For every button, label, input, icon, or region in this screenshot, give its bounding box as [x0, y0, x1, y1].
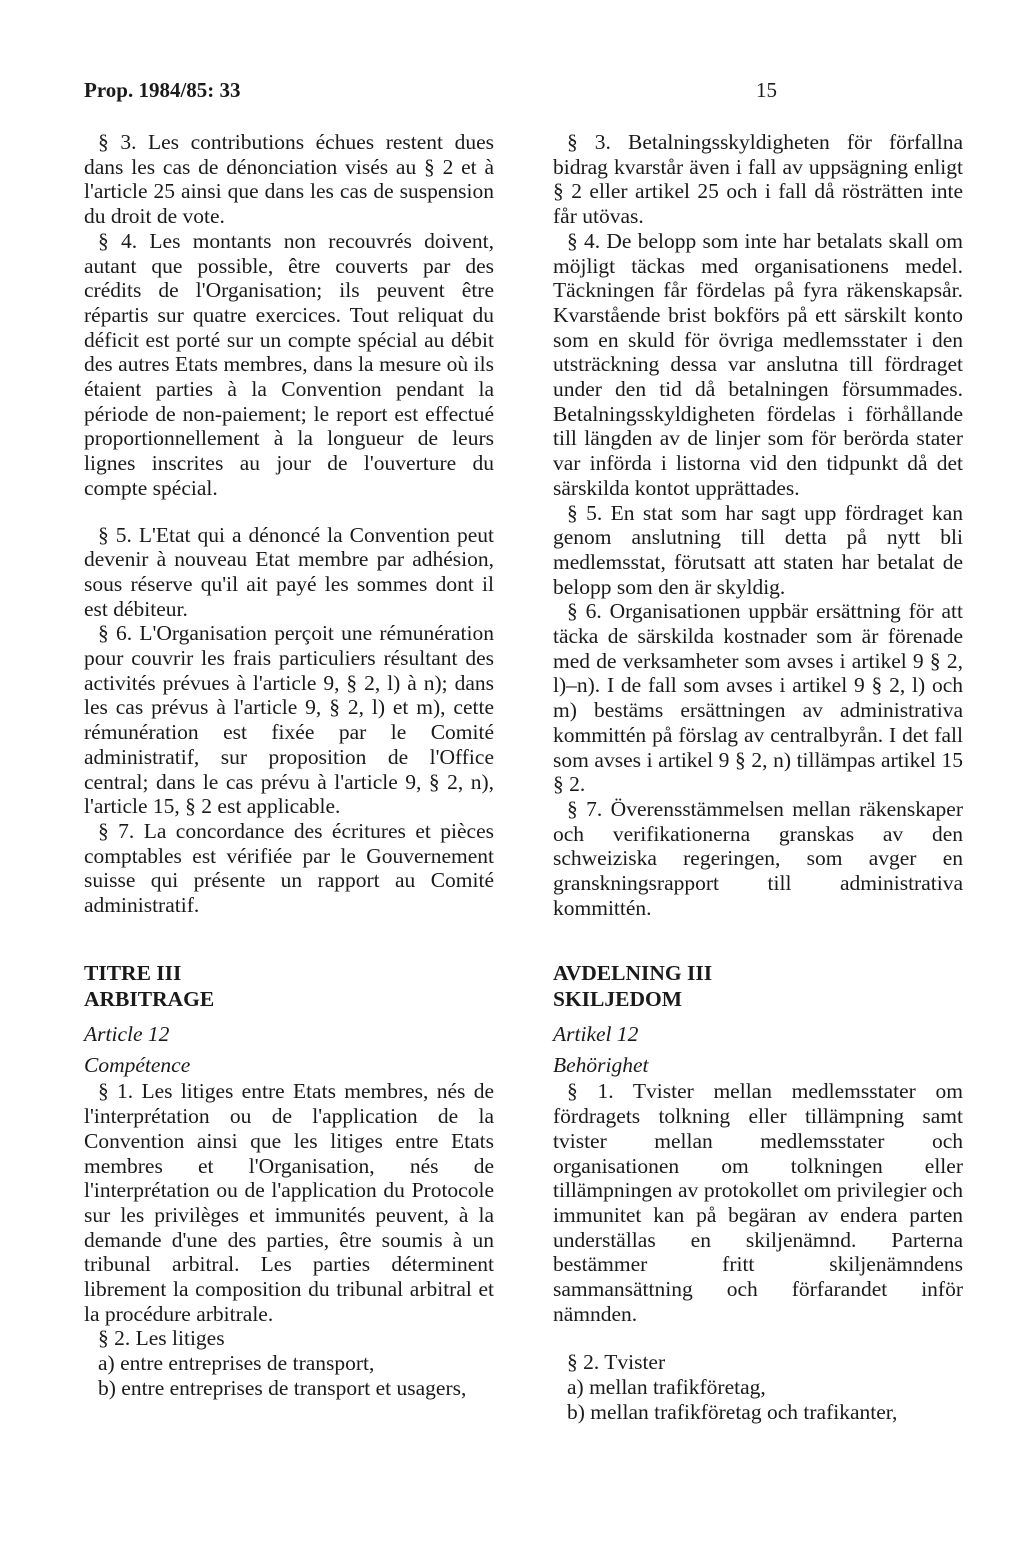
fr-article-paragraph-1: § 1. Les litiges entre Etats membres, nés de l'interprétation ou de l'application de la Convention ainsi que les litiges entre Etats membres et l'Organisation, nés de l'interprétation ou de l'application du Protocole sur les privilèges et immunités peuvent, à la demande d'une des parties, être soumis à un tribunal arbitral. Les parties déterminent librement la composition du tribunal arbitral et la procédure arbitrale.: [84, 1079, 494, 1326]
swedish-column: [553, 130, 963, 921]
fr-paragraph-5: § 5. L'Etat qui a dénoncé la Convention peut devenir à nouveau Etat membre par adhésion, sous réserve qu'il ait payé les sommes dont il est débiteur.: [84, 522, 494, 621]
fr-article-paragraph-2: § 2. Les litiges: [98, 1326, 225, 1351]
sv-title-name: SKILJEDOM: [553, 987, 683, 1011]
fr-article-number: Article 12: [84, 1022, 170, 1046]
swedish-title-block: [553, 960, 963, 1425]
page-number: 15: [756, 78, 777, 102]
sv-article-paragraph-2: § 2. Tvister: [567, 1350, 666, 1375]
fr-paragraph-7: § 7. La concordance des écritures et pièces comptables est vérifiée par le Gouvernement suisse qui présente un rapport au Comité administratif.: [84, 818, 494, 918]
french-title-block: [84, 960, 494, 1401]
sv-article-subject: Behörighet: [553, 1052, 649, 1077]
sv-article-paragraph-1: § 1. Tvister mellan medlemsstater om fördragets tolkning eller tillämpning samt tvister mellan medlemsstater och organisationen om tolkningen eller tillämpningen av protokollet om privilegier och immunitet kan på begäran av endera parten underställas en skiljenämnd. Parterna bestämmer fritt skiljenämndens sammansättning och förfarandet inför nämnden.: [553, 1079, 963, 1326]
sv-paragraph-7: § 7. Överensstämmelsen mellan räkenskaper och verifikationerna granskas av den schweiziska regeringen, som avger en granskningsrapport till administrativa kommittén.: [553, 796, 963, 920]
document-reference: Prop. 1984/85: 33: [84, 78, 241, 102]
fr-paragraph-4: § 4. Les montants non recouvrés doivent, autant que possible, être couverts par des crédits de l'Organisation; ils peuvent être répartis sur quatre exercices. Tout reliquat du déficit est porté sur un compte spécial au débit des autres Etats membres, dans la mesure où ils étaient parties à la Convention pendant la période de non-paiement; le report est effectué proportionnellement à la longueur de leurs lignes inscrites au jour de l'ouverture du compte spécial.: [84, 228, 494, 500]
sv-item-b: b) mellan trafikföretag och trafikanter,: [567, 1399, 898, 1424]
sv-paragraph-6: § 6. Organisationen uppbär ersättning för att täcka de särskilda kostnader som är förenade med de verksamheter som avses i artikel 9 § 2, l)–n). I de fall som avses i artikel 9 § 2, l) och m) bestäms ersättningen av administrativa kommittén på förslag av centralbyrån. I det fall som avses i artikel 9 § 2, n) tillämpas artikel 15 § 2.: [553, 599, 963, 797]
sv-title-number: AVDELNING III: [553, 961, 713, 985]
sv-item-a: a) mellan trafikföretag,: [567, 1375, 766, 1400]
sv-article-number: Artikel 12: [553, 1022, 639, 1046]
fr-item-a: a) entre entreprises de transport,: [98, 1351, 375, 1376]
sv-paragraph-3: § 3. Betalningsskyldigheten för förfallna bidrag kvarstår även i fall av uppsägning enligt § 2 eller artikel 25 och i fall då rösträtten inte får utövas.: [553, 130, 963, 229]
french-column: [84, 130, 494, 918]
sv-paragraph-5: § 5. En stat som har sagt upp fördraget kan genom anslutning till detta på nytt bli medlemsstat, förutsatt att staten har betalat de belopp som den är skyldig.: [553, 500, 963, 599]
fr-title-number: TITRE III: [84, 961, 182, 985]
fr-title-name: ARBITRAGE: [84, 987, 215, 1011]
fr-paragraph-3: § 3. Les contributions échues restent dues dans les cas de dénonciation visés au § 2 et à l'article 25 ainsi que dans les cas de suspension du droit de vote.: [84, 130, 494, 229]
fr-item-b: b) entre entreprises de transport et usagers,: [98, 1375, 467, 1400]
fr-article-subject: Compétence: [84, 1052, 191, 1077]
sv-paragraph-4: § 4. De belopp som inte har betalats skall om möjligt täckas med organisationens medel. Täckningen får fördelas på fyra räkenskapsår. Kvarstående brist bokförs på ett särskilt konto som en skuld för övriga medlemsstater i den utsträckning dessa var anslutna till fördraget under den tid då betalningen försummades. Betalningsskyldigheten fördelas i förhållande till längden av de linjer som för berörda stater var införda i listorna vid den tidpunkt då det särskilda kontot upprättades.: [553, 228, 963, 500]
fr-paragraph-6: § 6. L'Organisation perçoit une rémunération pour couvrir les frais particuliers résultant des activités prévues à l'article 9, § 2, l) à n); dans les cas prévus à l'article 9, § 2, l) et m), cette rémunération est fixée par le Comité administratif, sur proposition de l'Office central; dans le cas prévu à l'article 9, § 2, n), l'article 15, § 2 est applicable.: [84, 621, 494, 819]
